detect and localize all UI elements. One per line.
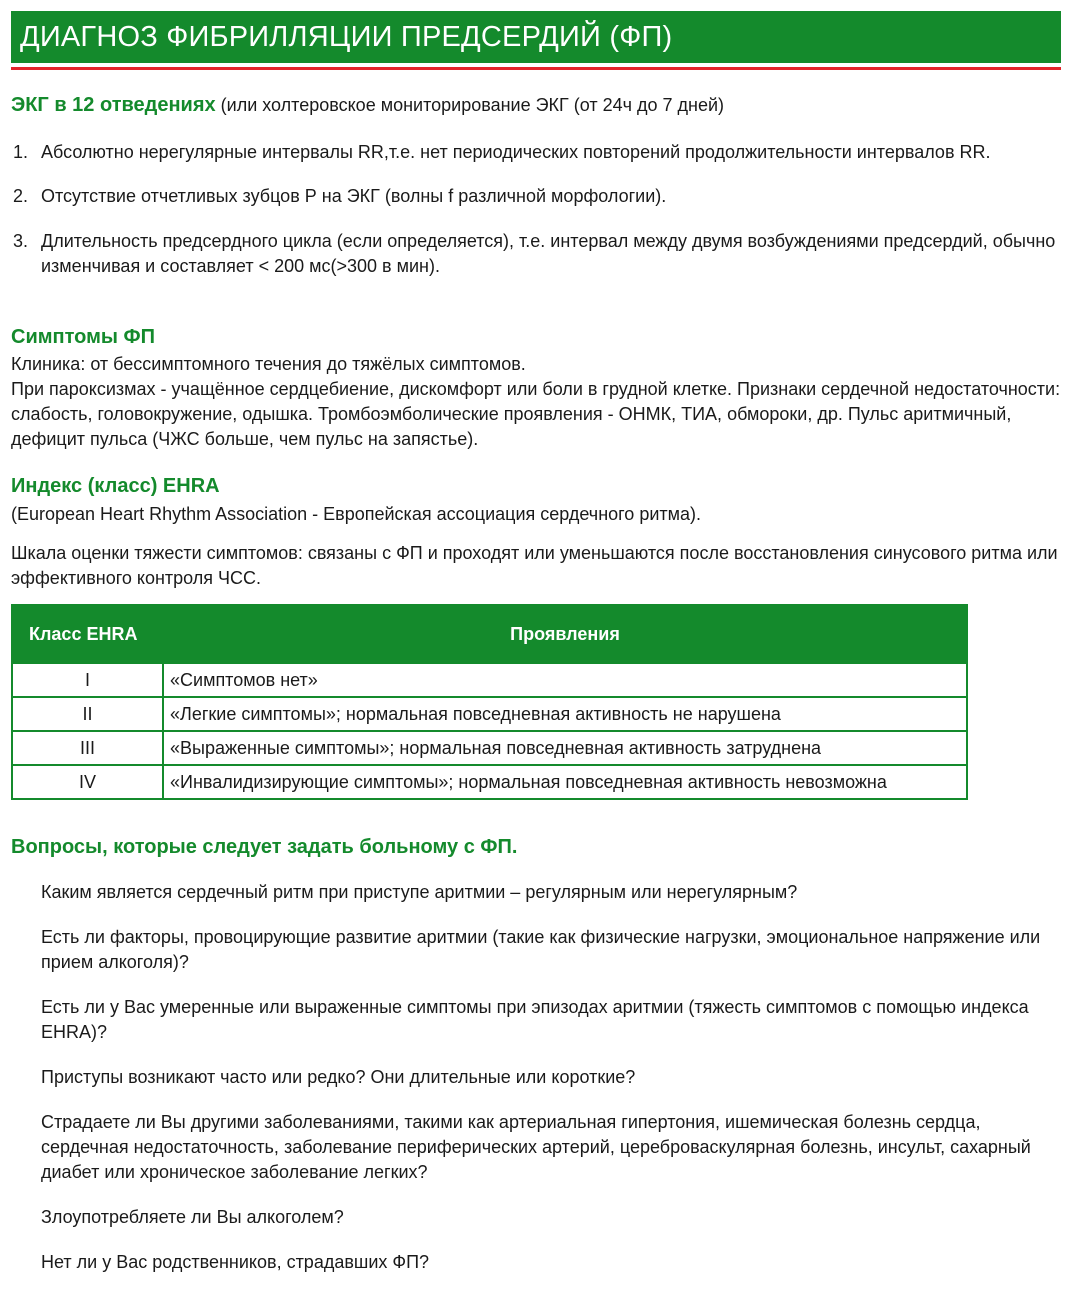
question-item: Каким является сердечный ритм при приступе аритмии – регулярным или нерегулярным?	[41, 882, 798, 902]
list-item	[11, 184, 1061, 209]
table-row	[12, 697, 967, 731]
questions-heading: Вопросы, которые следует задать больному с ФП.	[11, 836, 518, 858]
questions-list	[41, 880, 1061, 1295]
ehra-scale-text: Шкала оценки тяжести симптомов: связаны с ФП и проходят или уменьшаются после восстановления синусового ритма или эффективного контроля ЧСС.	[11, 543, 1058, 588]
table-header-row	[12, 605, 967, 663]
question-item: Злоупотребляете ли Вы алкоголем?	[41, 1207, 344, 1227]
list-item-number: 3.	[13, 231, 29, 251]
column-header-class: Класс EHRA	[12, 605, 163, 663]
symptoms-body	[11, 352, 1061, 452]
ecg-heading-text: ЭКГ в 12 отведениях	[11, 94, 216, 116]
list-item-text: Длительность предсердного цикла (если определяется), т.е. интервал между двумя возбуждениями предсердий, обычно изменчивая и составляет < 200 мс(>300 в мин).	[41, 231, 1056, 276]
question-item: Есть ли у Вас умеренные или выраженные симптомы при эпизодах аритмии (тяжесть симптомов с помощью индекса EHRA)?	[41, 997, 1029, 1042]
list-item	[11, 229, 1061, 279]
ehra-description-cell: «Выраженные симптомы»; нормальная повседневная активность затруднена	[163, 731, 967, 765]
symptoms-paroxysm-text: При пароксизмах - учащённое сердцебиение, дискомфорт или боли в грудной клетке. Признаки сердечной недостаточности: слабость, головокружение, одышка. Тромбоэмболические проявления - ОНМК, ТИА, обмороки, др. Пульс аритмичный, дефицит пульса (ЧЖС больше, чем пульс на запястье).	[11, 379, 1061, 449]
list-item-number: 1.	[13, 142, 29, 162]
page-title: ДИАГНОЗ ФИБРИЛЛЯЦИИ ПРЕДСЕРДИЙ (ФП)	[11, 11, 1061, 63]
question-item: Есть ли факторы, провоцирующие развитие аритмии (такие как физические нагрузки, эмоциональное напряжение или прием алкоголя)?	[41, 927, 1041, 972]
ehra-definition: (European Heart Rhythm Association - Европейская ассоциация сердечного ритма).	[11, 504, 702, 524]
question-item: Приступы возникают часто или редко? Они длительные или короткие?	[41, 1067, 636, 1087]
list-item-number: 2.	[13, 186, 29, 206]
list-item-text: Абсолютно нерегулярные интервалы RR,т.е. нет периодических повторений продолжительности интервалов RR.	[41, 142, 991, 162]
table-row	[12, 663, 967, 697]
ehra-class-cell: IV	[12, 765, 163, 799]
symptoms-heading: Симптомы ФП	[11, 326, 155, 348]
question-item: Нет ли у Вас родственников, страдавших ФП?	[41, 1252, 430, 1272]
table-row	[12, 765, 967, 799]
ecg-criteria-list	[11, 140, 1061, 279]
list-item-text: Отсутствие отчетливых зубцов Р на ЭКГ (волны f различной морфологии).	[41, 186, 667, 206]
column-header-manifestations: Проявления	[163, 605, 967, 663]
ehra-description-cell: «Легкие симптомы»; нормальная повседневная активность не нарушена	[163, 697, 967, 731]
ehra-description-cell: «Симптомов нет»	[163, 663, 967, 697]
symptoms-clinic-text: Клиника: от бессимптомного течения до тяжёлых симптомов.	[11, 354, 526, 374]
table-row	[12, 731, 967, 765]
list-item	[11, 140, 1061, 165]
ecg-heading	[11, 94, 724, 117]
question-item: Страдаете ли Вы другими заболеваниями, такими как артериальная гипертония, ишемическая болезнь сердца, сердечная недостаточность, заболевание периферических артерий, цереброваскулярная болезнь, инсульт, сахарный диабет или хроническое заболевание легких?	[41, 1112, 1031, 1182]
ehra-heading: Индекс (класс) EHRA	[11, 475, 220, 497]
ehra-description-cell: «Инвалидизирующие симптомы»; нормальная повседневная активность невозможна	[163, 765, 967, 799]
ehra-class-cell: I	[12, 663, 163, 697]
ehra-table	[11, 604, 968, 800]
ehra-class-cell: II	[12, 697, 163, 731]
ecg-subheading: (или холтеровское мониторирование ЭКГ (от 24ч до 7 дней)	[215, 95, 725, 115]
ehra-class-cell: III	[12, 731, 163, 765]
title-divider	[11, 67, 1061, 70]
